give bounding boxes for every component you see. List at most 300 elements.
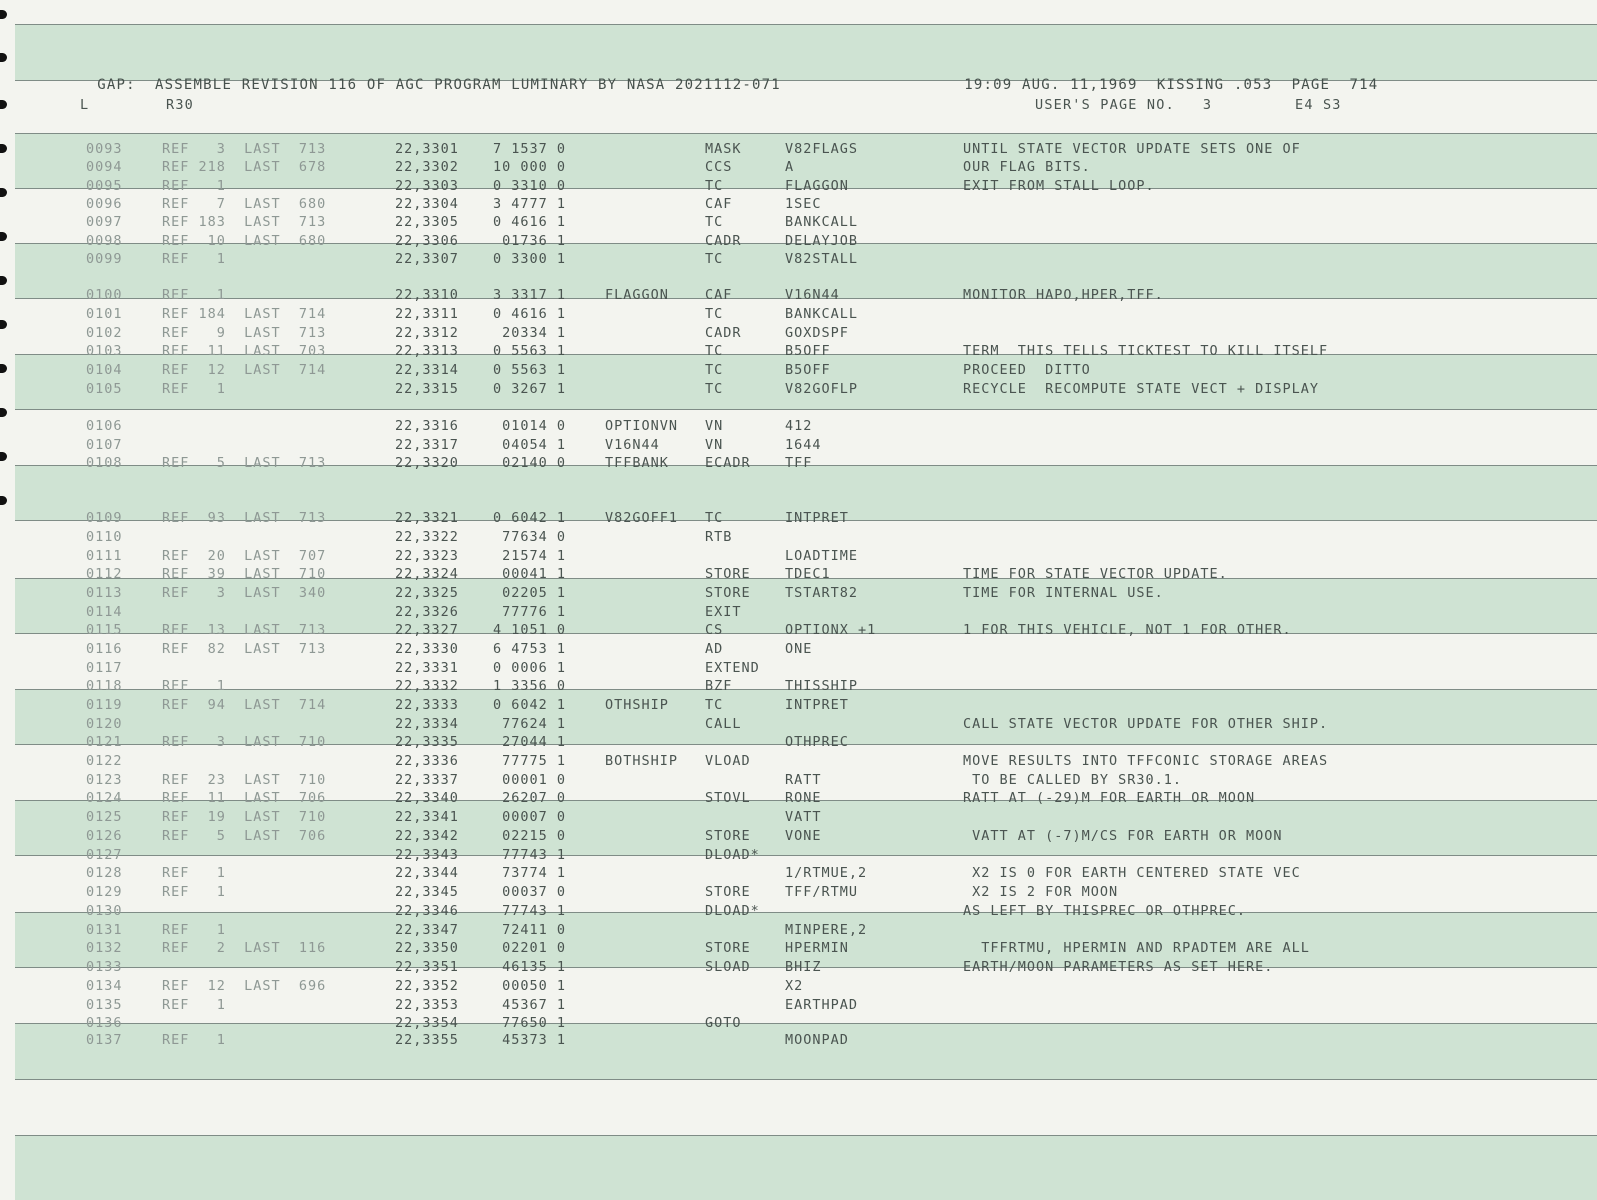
listing-seq: 0123 xyxy=(86,772,123,788)
listing-word: 77775 1 xyxy=(493,753,567,769)
listing-comment: MONITOR HAPO,HPER,TFF. xyxy=(963,287,1164,303)
listing-comment: TFFRTMU, HPERMIN AND RPADTEM ARE ALL xyxy=(963,940,1310,956)
listing-word: 6 4753 1 xyxy=(493,641,567,657)
listing-word: 77650 1 xyxy=(493,1015,567,1031)
listing-addr: 22,3320 xyxy=(395,455,459,471)
listing-seq: 0119 xyxy=(86,697,123,713)
listing-ref: REF 20 LAST 707 xyxy=(162,548,327,564)
listing-word: 73774 1 xyxy=(493,865,567,881)
listing-row xyxy=(0,622,1597,641)
listing-addr: 22,3354 xyxy=(395,1015,459,1031)
listing-row xyxy=(0,884,1597,903)
listing-operand: 1644 xyxy=(785,437,822,453)
listing-comment: TO BE CALLED BY SR30.1. xyxy=(963,772,1183,788)
listing-label: FLAGGON xyxy=(605,287,669,303)
listing-row xyxy=(0,178,1597,197)
listing-comment: 1 FOR THIS VEHICLE, NOT 1 FOR OTHER. xyxy=(963,622,1292,638)
listing-seq: 0103 xyxy=(86,343,123,359)
listing-label: V82GOFF1 xyxy=(605,510,679,526)
listing-row xyxy=(0,697,1597,716)
listing-seq: 0109 xyxy=(86,510,123,526)
listing-comment: PROCEED DITTO xyxy=(963,362,1091,378)
listing-seq: 0108 xyxy=(86,455,123,471)
listing-ref: REF 39 LAST 710 xyxy=(162,566,327,582)
listing-word: 27044 1 xyxy=(493,734,567,750)
listing-operand: A xyxy=(785,159,795,175)
listing-op: TC xyxy=(705,510,724,526)
listing-op: GOTO xyxy=(705,1015,742,1031)
listing-op: EXIT xyxy=(705,604,742,620)
listing-ref: REF 11 LAST 703 xyxy=(162,343,327,359)
listing-comment: TERM THIS TELLS TICKTEST TO KILL ITSELF xyxy=(963,343,1329,359)
kissing-label: KISSING .053 xyxy=(1156,77,1273,93)
listing-addr: 22,3343 xyxy=(395,847,459,863)
listing-seq: 0094 xyxy=(86,159,123,175)
listing-operand: EARTHPAD xyxy=(785,997,859,1013)
listing-op: TC xyxy=(705,178,724,194)
listing-seq: 0105 xyxy=(86,381,123,397)
listing-op: CADR xyxy=(705,325,742,341)
listing-seq: 0116 xyxy=(86,641,123,657)
listing-operand: HPERMIN xyxy=(785,940,849,956)
listing-addr: 22,3336 xyxy=(395,753,459,769)
listing-ref: REF 3 LAST 340 xyxy=(162,585,327,601)
listing-seq: 0097 xyxy=(86,214,123,230)
listing-seq: 0113 xyxy=(86,585,123,601)
listing-seq: 0122 xyxy=(86,753,123,769)
listing-op: MASK xyxy=(705,141,742,157)
listing-row xyxy=(0,660,1597,679)
listing-operand: INTPRET xyxy=(785,697,849,713)
listing-row xyxy=(0,418,1597,437)
listing-seq: 0126 xyxy=(86,828,123,844)
listing-ref: REF 11 LAST 706 xyxy=(162,790,327,806)
listing-row xyxy=(0,790,1597,809)
listing-word: 45367 1 xyxy=(493,997,567,1013)
feed-hole xyxy=(0,100,7,109)
listing-operand: V16N44 xyxy=(785,287,840,303)
listing-row xyxy=(0,196,1597,215)
listing-row xyxy=(0,381,1597,400)
users-page-number: USER'S PAGE NO. 3 xyxy=(1035,97,1213,113)
listing-word: 0 5563 1 xyxy=(493,343,567,359)
listing-operand: RONE xyxy=(785,790,822,806)
listing-operand: TFF xyxy=(785,455,813,471)
listing-row xyxy=(0,455,1597,474)
listing-row xyxy=(0,437,1597,456)
listing-word: 00007 0 xyxy=(493,809,567,825)
listing-operand: V82GOFLP xyxy=(785,381,859,397)
listing-operand: 412 xyxy=(785,418,813,434)
listing-op: DLOAD* xyxy=(705,903,760,919)
listing-word: 3 3317 1 xyxy=(493,287,567,303)
listing-row xyxy=(0,251,1597,270)
listing-seq: 0101 xyxy=(86,306,123,322)
listing-operand: ONE xyxy=(785,641,813,657)
page-number: PAGE 714 xyxy=(1291,77,1379,93)
listing-operand: FLAGGON xyxy=(785,178,849,194)
listing-op: CAF xyxy=(705,196,733,212)
listing-operand: BHIZ xyxy=(785,959,822,975)
listing-comment: CALL STATE VECTOR UPDATE FOR OTHER SHIP. xyxy=(963,716,1329,732)
listing-addr: 22,3344 xyxy=(395,865,459,881)
listing-word: 02205 1 xyxy=(493,585,567,601)
listing-operand: BANKCALL xyxy=(785,306,859,322)
feed-hole xyxy=(0,276,7,285)
listing-seq: 0100 xyxy=(86,287,123,303)
listing-word: 21574 1 xyxy=(493,548,567,564)
feed-hole xyxy=(0,496,7,505)
listing-addr: 22,3326 xyxy=(395,604,459,620)
listing-row xyxy=(0,585,1597,604)
listing-op: DLOAD* xyxy=(705,847,760,863)
listing-operand: TFF/RTMU xyxy=(785,884,859,900)
listing-row xyxy=(0,716,1597,735)
listing-addr: 22,3314 xyxy=(395,362,459,378)
listing-row xyxy=(0,362,1597,381)
listing-operand: RATT xyxy=(785,772,822,788)
listing-op: CCS xyxy=(705,159,733,175)
listing-op: STORE xyxy=(705,828,751,844)
listing-operand: VATT xyxy=(785,809,822,825)
listing-word: 77624 1 xyxy=(493,716,567,732)
listing-operand: V82STALL xyxy=(785,251,859,267)
listing-addr: 22,3331 xyxy=(395,660,459,676)
listing-ref: REF 1 xyxy=(162,922,226,938)
listing-row xyxy=(0,604,1597,623)
listing-addr: 22,3305 xyxy=(395,214,459,230)
listing-ref: REF 5 LAST 713 xyxy=(162,455,327,471)
listing-ref: REF 93 LAST 713 xyxy=(162,510,327,526)
listing-ref: REF 12 LAST 714 xyxy=(162,362,327,378)
listing-operand: B5OFF xyxy=(785,362,831,378)
listing-row xyxy=(0,959,1597,978)
listing-ref: REF 1 xyxy=(162,865,226,881)
listing-seq: 0124 xyxy=(86,790,123,806)
listing-comment: TIME FOR INTERNAL USE. xyxy=(963,585,1164,601)
listing-row xyxy=(0,1032,1597,1051)
listing-word: 7 1537 0 xyxy=(493,141,567,157)
listing-word: 20334 1 xyxy=(493,325,567,341)
listing-word: 46135 1 xyxy=(493,959,567,975)
listing-seq: 0096 xyxy=(86,196,123,212)
listing-label: BOTHSHIP xyxy=(605,753,679,769)
listing-word: 10 000 0 xyxy=(493,159,567,175)
listing-ref: REF 3 LAST 710 xyxy=(162,734,327,750)
listing-row xyxy=(0,214,1597,233)
listing-seq: 0095 xyxy=(86,178,123,194)
listing-row xyxy=(0,159,1597,178)
listing-comment: X2 IS 0 FOR EARTH CENTERED STATE VEC xyxy=(963,865,1301,881)
listing-row xyxy=(0,641,1597,660)
listing-seq: 0131 xyxy=(86,922,123,938)
listing-addr: 22,3351 xyxy=(395,959,459,975)
listing-word: 0 3310 0 xyxy=(493,178,567,194)
listing-comment: RATT AT (-29)M FOR EARTH OR MOON xyxy=(963,790,1256,806)
listing-ref: REF 1 xyxy=(162,678,226,694)
listing-word: 45373 1 xyxy=(493,1032,567,1048)
listing-seq: 0099 xyxy=(86,251,123,267)
listing-addr: 22,3322 xyxy=(395,529,459,545)
listing-seq: 0114 xyxy=(86,604,123,620)
page-header xyxy=(78,61,781,93)
listing-word: 04054 1 xyxy=(493,437,567,453)
listing-addr: 22,3310 xyxy=(395,287,459,303)
listing-ref: REF 1 xyxy=(162,884,226,900)
listing-word: 26207 0 xyxy=(493,790,567,806)
green-band xyxy=(15,1135,1597,1200)
listing-label: OPTIONVN xyxy=(605,418,679,434)
listing-addr: 22,3321 xyxy=(395,510,459,526)
listing-addr: 22,3302 xyxy=(395,159,459,175)
listing-seq: 0135 xyxy=(86,997,123,1013)
listing-addr: 22,3311 xyxy=(395,306,459,322)
feed-hole xyxy=(0,53,7,62)
listing-seq: 0127 xyxy=(86,847,123,863)
listing-word: 0 3267 1 xyxy=(493,381,567,397)
listing-addr: 22,3335 xyxy=(395,734,459,750)
listing-row xyxy=(0,847,1597,866)
listing-operand: THISSHIP xyxy=(785,678,859,694)
listing-row xyxy=(0,548,1597,567)
listing-seq: 0117 xyxy=(86,660,123,676)
listing-op: SLOAD xyxy=(705,959,751,975)
listing-operand: 1SEC xyxy=(785,196,822,212)
listing-word: 0 6042 1 xyxy=(493,510,567,526)
listing-seq: 0110 xyxy=(86,529,123,545)
listing-operand: TDEC1 xyxy=(785,566,831,582)
listing-operand: INTPRET xyxy=(785,510,849,526)
listing-word: 00037 0 xyxy=(493,884,567,900)
listing-seq: 0120 xyxy=(86,716,123,732)
listing-ref: REF 2 LAST 116 xyxy=(162,940,327,956)
listing-addr: 22,3340 xyxy=(395,790,459,806)
listing-word: 01014 0 xyxy=(493,418,567,434)
listing-operand: OTHPREC xyxy=(785,734,849,750)
listing-addr: 22,3346 xyxy=(395,903,459,919)
listing-op: RTB xyxy=(705,529,733,545)
listing-addr: 22,3304 xyxy=(395,196,459,212)
listing-seq: 0130 xyxy=(86,903,123,919)
listing-op: STORE xyxy=(705,940,751,956)
listing-row xyxy=(0,922,1597,941)
listing-addr: 22,3303 xyxy=(395,178,459,194)
listing-word: 00001 0 xyxy=(493,772,567,788)
listing-addr: 22,3334 xyxy=(395,716,459,732)
listing-comment: RECYCLE RECOMPUTE STATE VECT + DISPLAY xyxy=(963,381,1319,397)
listing-ref: REF 1 xyxy=(162,1032,226,1048)
listing-op: VN xyxy=(705,437,724,453)
section-code: E4 S3 xyxy=(1295,97,1342,113)
listing-row xyxy=(0,287,1597,306)
listing-op: CALL xyxy=(705,716,742,732)
listing-comment: UNTIL STATE VECTOR UPDATE SETS ONE OF xyxy=(963,141,1301,157)
listing-seq: 0125 xyxy=(86,809,123,825)
listing-comment: VATT AT (-7)M/CS FOR EARTH OR MOON xyxy=(963,828,1283,844)
listing-row xyxy=(0,510,1597,529)
listing-addr: 22,3317 xyxy=(395,437,459,453)
listing-seq: 0136 xyxy=(86,1015,123,1031)
listing-row xyxy=(0,828,1597,847)
listing-op: STOVL xyxy=(705,790,751,806)
listing-comment: EXIT FROM STALL LOOP. xyxy=(963,178,1155,194)
listing-word: 02201 0 xyxy=(493,940,567,956)
listing-seq: 0111 xyxy=(86,548,123,564)
assembly-title: GAP: ASSEMBLE REVISION 116 OF AGC PROGRAM LUMINARY BY NASA 2021112-071 xyxy=(97,77,781,93)
listing-row xyxy=(0,306,1597,325)
listing-seq: 0107 xyxy=(86,437,123,453)
listing-addr: 22,3324 xyxy=(395,566,459,582)
listing-word: 0 3300 1 xyxy=(493,251,567,267)
listing-addr: 22,3306 xyxy=(395,233,459,249)
listing-addr: 22,3330 xyxy=(395,641,459,657)
listing-op: ECADR xyxy=(705,455,751,471)
listing-seq: 0137 xyxy=(86,1032,123,1048)
listing-ref: REF 10 LAST 680 xyxy=(162,233,327,249)
listing-ref: REF 1 xyxy=(162,287,226,303)
listing-operand: 1/RTMUE,2 xyxy=(785,865,868,881)
listing-seq: 0134 xyxy=(86,978,123,994)
listing-row xyxy=(0,809,1597,828)
listing-ref: REF 1 xyxy=(162,997,226,1013)
listing-operand: VONE xyxy=(785,828,822,844)
listing-addr: 22,3333 xyxy=(395,697,459,713)
listing-seq: 0128 xyxy=(86,865,123,881)
listing-op: BZF xyxy=(705,678,733,694)
listing-op: TC xyxy=(705,251,724,267)
listing-word: 0 4616 1 xyxy=(493,306,567,322)
listing-op: CADR xyxy=(705,233,742,249)
listing-operand: X2 xyxy=(785,978,804,994)
listing-ref: REF 7 LAST 680 xyxy=(162,196,327,212)
listing-op: TC xyxy=(705,214,724,230)
divider xyxy=(15,409,1597,410)
listing-op: TC xyxy=(705,362,724,378)
listing-row xyxy=(0,772,1597,791)
listing-comment: AS LEFT BY THISPREC OR OTHPREC. xyxy=(963,903,1246,919)
listing-comment: OUR FLAG BITS. xyxy=(963,159,1091,175)
listing-row xyxy=(0,734,1597,753)
listing-row xyxy=(0,940,1597,959)
listing-ref: REF 184 LAST 714 xyxy=(162,306,327,322)
listing-ref: REF 19 LAST 710 xyxy=(162,809,327,825)
listing-addr: 22,3355 xyxy=(395,1032,459,1048)
page-header-right xyxy=(945,61,1378,93)
listing-op: TC xyxy=(705,306,724,322)
listing-operand: V82FLAGS xyxy=(785,141,859,157)
listing-addr: 22,3350 xyxy=(395,940,459,956)
listing-row xyxy=(0,678,1597,697)
listing-addr: 22,3312 xyxy=(395,325,459,341)
listing-word: 00041 1 xyxy=(493,566,567,582)
listing-label: V16N44 xyxy=(605,437,660,453)
listing-addr: 22,3327 xyxy=(395,622,459,638)
routine-id: R30 xyxy=(166,97,194,113)
listing-word: 4 1051 0 xyxy=(493,622,567,638)
listing-seq: 0104 xyxy=(86,362,123,378)
listing-op: VLOAD xyxy=(705,753,751,769)
listing-addr: 22,3347 xyxy=(395,922,459,938)
listing-word: 77776 1 xyxy=(493,604,567,620)
listing-word: 0 0006 1 xyxy=(493,660,567,676)
listing-word: 01736 1 xyxy=(493,233,567,249)
listing-seq: 0098 xyxy=(86,233,123,249)
listing-seq: 0115 xyxy=(86,622,123,638)
listing-label: TFFBANK xyxy=(605,455,669,471)
listing-word: 3 4777 1 xyxy=(493,196,567,212)
listing-ref: REF 5 LAST 706 xyxy=(162,828,327,844)
feed-hole xyxy=(0,10,7,19)
listing-seq: 0106 xyxy=(86,418,123,434)
listing-row xyxy=(0,566,1597,585)
listing-op: TC xyxy=(705,381,724,397)
divider xyxy=(15,1079,1597,1080)
listing-comment: X2 IS 2 FOR MOON xyxy=(963,884,1119,900)
listing-operand: B5OFF xyxy=(785,343,831,359)
listing-ref: REF 3 LAST 713 xyxy=(162,141,327,157)
listing-row xyxy=(0,753,1597,772)
listing-row xyxy=(0,978,1597,997)
listing-ref: REF 94 LAST 714 xyxy=(162,697,327,713)
listing-row xyxy=(0,865,1597,884)
feed-hole xyxy=(0,408,7,417)
listing-addr: 22,3332 xyxy=(395,678,459,694)
listing-addr: 22,3353 xyxy=(395,997,459,1013)
listing-row xyxy=(0,325,1597,344)
divider xyxy=(15,24,1597,25)
listing-addr: 22,3323 xyxy=(395,548,459,564)
listing-ref: REF 12 LAST 696 xyxy=(162,978,327,994)
listing-row xyxy=(0,997,1597,1016)
listing-label: OTHSHIP xyxy=(605,697,669,713)
listing-operand: MINPERE,2 xyxy=(785,922,868,938)
listing-op: STORE xyxy=(705,566,751,582)
listing-word: 02140 0 xyxy=(493,455,567,471)
listing-seq: 0133 xyxy=(86,959,123,975)
listing-ref: REF 82 LAST 713 xyxy=(162,641,327,657)
listing-ref: REF 183 LAST 713 xyxy=(162,214,327,230)
listing-addr: 22,3325 xyxy=(395,585,459,601)
listing-op: STORE xyxy=(705,585,751,601)
listing-addr: 22,3352 xyxy=(395,978,459,994)
listing-addr: 22,3307 xyxy=(395,251,459,267)
listing-op: TC xyxy=(705,343,724,359)
listing-word: 77743 1 xyxy=(493,903,567,919)
listing-op: AD xyxy=(705,641,724,657)
listing-operand: TSTART82 xyxy=(785,585,859,601)
listing-word: 0 5563 1 xyxy=(493,362,567,378)
listing-ref: REF 9 LAST 713 xyxy=(162,325,327,341)
listing-addr: 22,3301 xyxy=(395,141,459,157)
listing-word: 77743 1 xyxy=(493,847,567,863)
listing-op: TC xyxy=(705,697,724,713)
listing-ref: REF 1 xyxy=(162,251,226,267)
listing-operand: GOXDSPF xyxy=(785,325,849,341)
listing-row xyxy=(0,343,1597,362)
listing-seq: 0129 xyxy=(86,884,123,900)
listing-addr: 22,3316 xyxy=(395,418,459,434)
listing-op: VN xyxy=(705,418,724,434)
listing-row xyxy=(0,529,1597,548)
listing-letter: L xyxy=(80,97,90,113)
listing-word: 77634 0 xyxy=(493,529,567,545)
listing-addr: 22,3345 xyxy=(395,884,459,900)
listing-comment: TIME FOR STATE VECTOR UPDATE. xyxy=(963,566,1228,582)
listing-addr: 22,3342 xyxy=(395,828,459,844)
listing-addr: 22,3337 xyxy=(395,772,459,788)
listing-seq: 0121 xyxy=(86,734,123,750)
listing-comment: MOVE RESULTS INTO TFFCONIC STORAGE AREAS xyxy=(963,753,1329,769)
